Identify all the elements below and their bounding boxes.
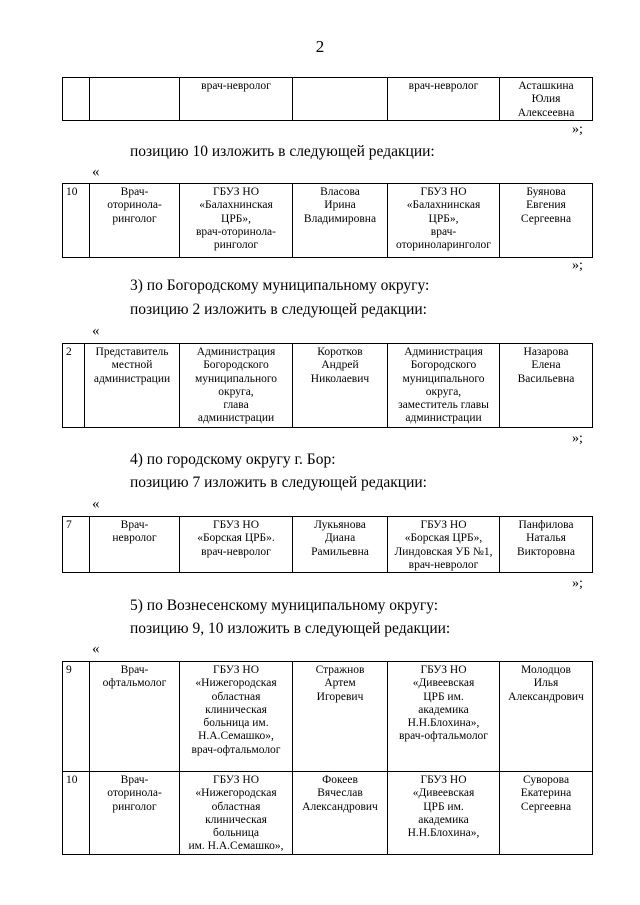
paragraph-position-2: позицию 2 изложить в следующей редакции: <box>130 301 427 318</box>
table-cell: Врач- офтальмолог <box>90 662 180 772</box>
table-cell: Представитель местной администрации <box>85 344 180 428</box>
closing-quote-2: »; <box>572 258 583 273</box>
table-cell: врач-невролог <box>388 78 500 121</box>
table-cell: ГБУЗ НО «Дивеевская ЦРБ им. академика Н.Н.Блохина», <box>388 772 500 855</box>
table-position-2 <box>62 343 593 428</box>
table-cell: ГБУЗ НО «Нижегородская областная клиническая больница им. Н.А.Семашко», врач-офтальмолог <box>180 662 293 772</box>
table-cell: ГБУЗ НО «Нижегородская областная клиническая больница им. Н.А.Семашко», <box>180 772 293 855</box>
table-cell: ГБУЗ НО «Балахнинская ЦРБ», врач-оториноларинголог <box>388 184 500 258</box>
table-cell: Администрация Богородского муниципального округа, глава администрации <box>180 344 293 428</box>
table-cell: ГБУЗ НО «Борская ЦРБ», Линдовская УБ №1, врач-невролог <box>388 517 500 573</box>
closing-quote-3: »; <box>572 431 583 446</box>
table-cell: Асташкина Юлия Алексеевна <box>500 78 593 121</box>
table-cell: Панфилова Наталья Викторовна <box>500 517 593 573</box>
table-cell: Администрация Богородского муниципального округа, заместитель главы администрации <box>388 344 500 428</box>
table-cell: Врач- оторинола- ринголог <box>90 184 180 258</box>
table-positions-9-10 <box>62 661 593 855</box>
opening-quote-4: « <box>92 641 100 657</box>
opening-quote-1: « <box>92 164 100 180</box>
table-cell: Назарова Елена Васильевна <box>500 344 593 428</box>
table-cell: врач-невролог <box>180 78 293 121</box>
table-cell: Буянова Евгения Сергеевна <box>500 184 593 258</box>
table-cell: 7 <box>63 517 90 573</box>
paragraph-bor: 4) по городскому округу г. Бор: <box>130 451 336 468</box>
table-cell: Фокеев Вячеслав Александрович <box>293 772 388 855</box>
table-cell <box>63 78 90 121</box>
table-cell: Лукьянова Диана Рамильевна <box>293 517 388 573</box>
table-cell: Власова Ирина Владимировна <box>293 184 388 258</box>
table-cell <box>293 78 388 121</box>
table-cell: 10 <box>63 772 90 855</box>
table-cell: Врач- оторинола- ринголог <box>90 772 180 855</box>
opening-quote-3: « <box>92 496 100 512</box>
page-number: 2 <box>315 37 325 56</box>
top-table <box>62 77 593 121</box>
table-cell: Суворова Екатерина Сергеевна <box>500 772 593 855</box>
table-position-10 <box>62 183 593 258</box>
table-cell: Коротков Андрей Николаевич <box>293 344 388 428</box>
table-position-7 <box>62 516 593 573</box>
table-row <box>63 517 593 573</box>
closing-quote-1: »; <box>572 122 583 137</box>
table-cell: 10 <box>63 184 90 258</box>
paragraph-position-7: позицию 7 изложить в следующей редакции: <box>130 474 427 491</box>
paragraph-voznesensky: 5) по Вознесенскому муниципальному округу: <box>130 597 439 614</box>
table-row <box>63 344 593 428</box>
table-cell: Врач- невролог <box>90 517 180 573</box>
table-row <box>63 662 593 772</box>
table-row <box>63 184 593 258</box>
opening-quote-2: « <box>92 323 100 339</box>
table-cell: 9 <box>63 662 90 772</box>
table-cell: Стражнов Артем Игоревич <box>293 662 388 772</box>
table-cell: Молодцов Илья Александрович <box>500 662 593 772</box>
paragraph-position-9-10: позицию 9, 10 изложить в следующей редакции: <box>130 620 451 637</box>
table-cell: 2 <box>63 344 85 428</box>
closing-quote-4: »; <box>572 576 583 591</box>
paragraph-bogorodsky: 3) по Богородскому муниципальному округу: <box>130 277 430 294</box>
table-cell: ГБУЗ НО «Борская ЦРБ». врач-невролог <box>180 517 293 573</box>
table-cell: ГБУЗ НО «Дивеевская ЦРБ им. академика Н.Н.Блохина», врач-офтальмолог <box>388 662 500 772</box>
table-cell: ГБУЗ НО «Балахнинская ЦРБ», врач-оторинола- ринголог <box>180 184 293 258</box>
table-row <box>63 78 593 121</box>
table-cell <box>90 78 180 121</box>
table-row <box>63 772 593 855</box>
paragraph-position-10: позицию 10 изложить в следующей редакции: <box>130 143 435 160</box>
